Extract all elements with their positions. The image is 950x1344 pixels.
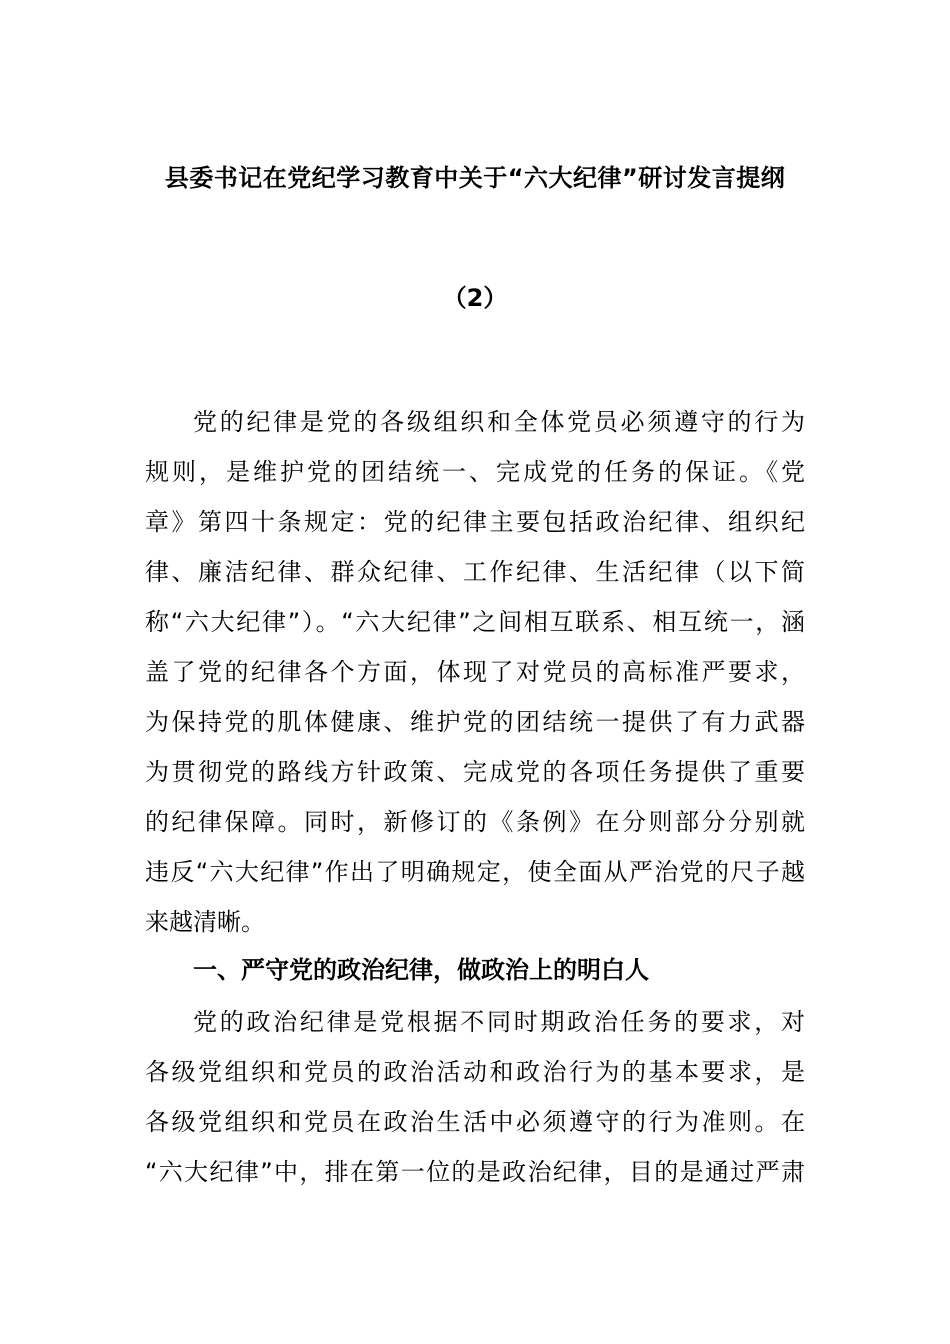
paragraph-line: 党的纪律是党的各级组织和全体党员必须遵守的行为 xyxy=(193,408,805,436)
document-title: 县委书记在党纪学习教育中关于“六大纪律”研讨发言提纲 xyxy=(164,164,786,192)
paragraph-line: 章》第四十条规定：党的纪律主要包括政治纪律、组织纪 xyxy=(145,508,805,536)
document-subtitle: （2） xyxy=(442,284,508,312)
paragraph-line: 各级党组织和党员在政治生活中必须遵守的行为准则。在 xyxy=(145,1108,805,1136)
paragraph-line: 为保持党的肌体健康、维护党的团结统一提供了有力武器 xyxy=(145,708,805,736)
paragraph-line: 违反“六大纪律”作出了明确规定，使全面从严治党的尺子越 xyxy=(145,858,805,886)
paragraph-line: 为贯彻党的路线方针政策、完成党的各项任务提供了重要 xyxy=(145,758,805,786)
paragraph-line: 律、廉洁纪律、群众纪律、工作纪律、生活纪律（以下简 xyxy=(145,558,805,586)
paragraph-line: “六大纪律”中，排在第一位的是政治纪律，目的是通过严肃 xyxy=(145,1158,805,1186)
paragraph-line: 来越清晰。 xyxy=(145,908,265,936)
paragraph-line: 的纪律保障。同时，新修订的《条例》在分则部分分别就 xyxy=(145,808,805,836)
paragraph-line: 规则，是维护党的团结统一、完成党的任务的保证。《党 xyxy=(145,458,805,486)
paragraph-line: 各级党组织和党员的政治活动和政治行为的基本要求，是 xyxy=(145,1058,805,1086)
paragraph-line: 党的政治纪律是党根据不同时期政治任务的要求，对 xyxy=(193,1008,805,1036)
paragraph-line: 称“六大纪律”）。“六大纪律”之间相互联系、相互统一，涵 xyxy=(145,608,805,636)
paragraph-line: 盖了党的纪律各个方面，体现了对党员的高标准严要求， xyxy=(145,658,805,686)
section-heading: 一、严守党的政治纪律，做政治上的明白人 xyxy=(193,956,649,984)
